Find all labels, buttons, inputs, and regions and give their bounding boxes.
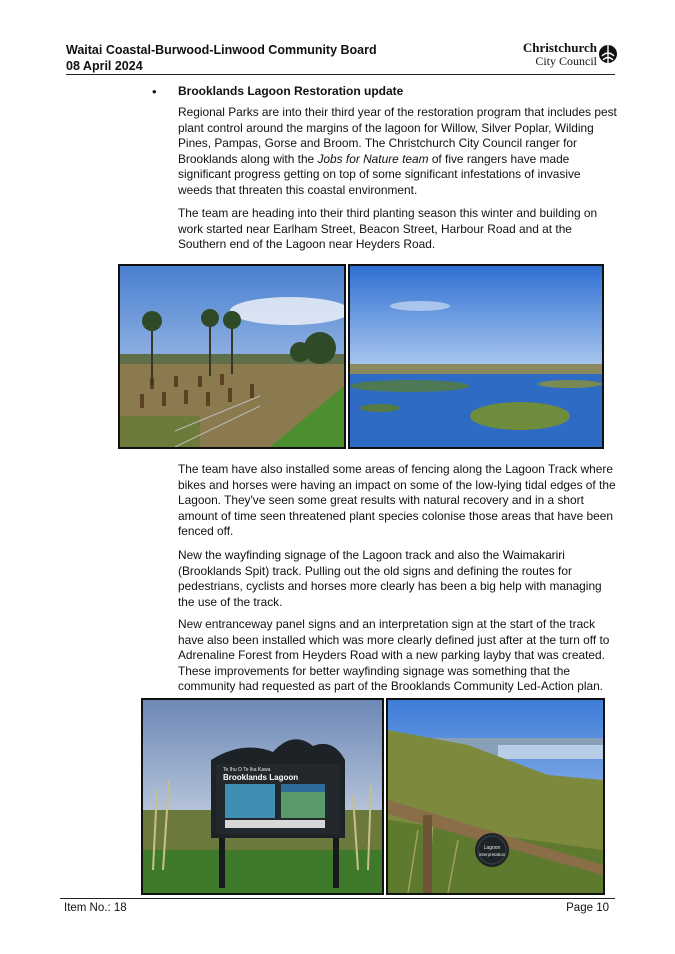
photo-track-post-sign [386, 698, 605, 895]
section-heading: Brooklands Lagoon Restoration update [178, 84, 404, 98]
board-name: Waitai Coastal-Burwood-Linwood Community Board [66, 43, 377, 57]
meeting-date: 08 April 2024 [66, 59, 143, 73]
post-sign-line-1: Lagoon [483, 845, 501, 851]
post-sign-line-2: interpretation [478, 852, 506, 857]
sign-title: Brooklands Lagoon [223, 773, 299, 782]
council-logo-icon [599, 42, 617, 66]
photo-planted-area [118, 264, 346, 449]
footer-divider [60, 898, 615, 899]
bullet-marker: • [152, 84, 157, 99]
paragraph-restoration-program: Regional Parks are into their third year of the restoration program that includes pest plant control around the margins of the lagoon for Willow, Silver Poplar, Wilding Pines, Pampas, Gorse and Broom. The Christchurch City Council ranger for Brooklands along with the Jobs for Nature team of five rangers have made significant progress getting on top of some significant infestations of invasive weeds that threaten this coastal environment. [178, 105, 617, 197]
sign-subtitle: Te Ihu O Te Ika Kawa [223, 767, 271, 773]
paragraph-fencing: The team have also installed some areas of fencing along the Lagoon Track where bikes and horses were having an impact on some of the low-lying tidal edges of the Lagoon. They've seen some great results with natural recovery and in a short amount of time seen threatened plant species colonise those areas that have been fenced off. [178, 462, 616, 538]
logo-line-2: City Council [535, 54, 597, 68]
page-header [66, 42, 377, 74]
photo-lagoon-wetland [348, 264, 604, 449]
paragraph-wayfinding-signage: New the wayfinding signage of the Lagoon track and also the Waimakariri (Brooklands Spit) track. Pulling out the old signs and defining the routes for pedestrians, cyclists and horses more clearly has been a big help with managing the use of the track. [178, 548, 602, 609]
paragraph-planting-season: The team are heading into their third planting season this winter and building on work started near Earlham Street, Beacon Street, Harbour Road and at the Southern end of the Lagoon near Heyders Road. [178, 206, 598, 251]
header-divider [66, 74, 615, 75]
logo-line-1: Christchurch [522, 40, 597, 55]
footer-page-number: Page 10 [566, 902, 609, 914]
council-logo-text [523, 41, 597, 68]
photo-entrance-sign [141, 698, 384, 895]
paragraph-entranceway-signs: New entranceway panel signs and an interpretation sign at the start of the track have also been installed which was more clearly defined just after at the turn off to Adrenaline Forest from Heyders Road with a new parking layby that was created. These improvements for better wayfinding signage was something that the community had requested as part of the Brooklands Community Led-Action plan. [178, 617, 610, 693]
jobs-for-nature-emphasis: Jobs for Nature team [317, 151, 429, 166]
footer-item-number: Item No.: 18 [64, 902, 127, 914]
